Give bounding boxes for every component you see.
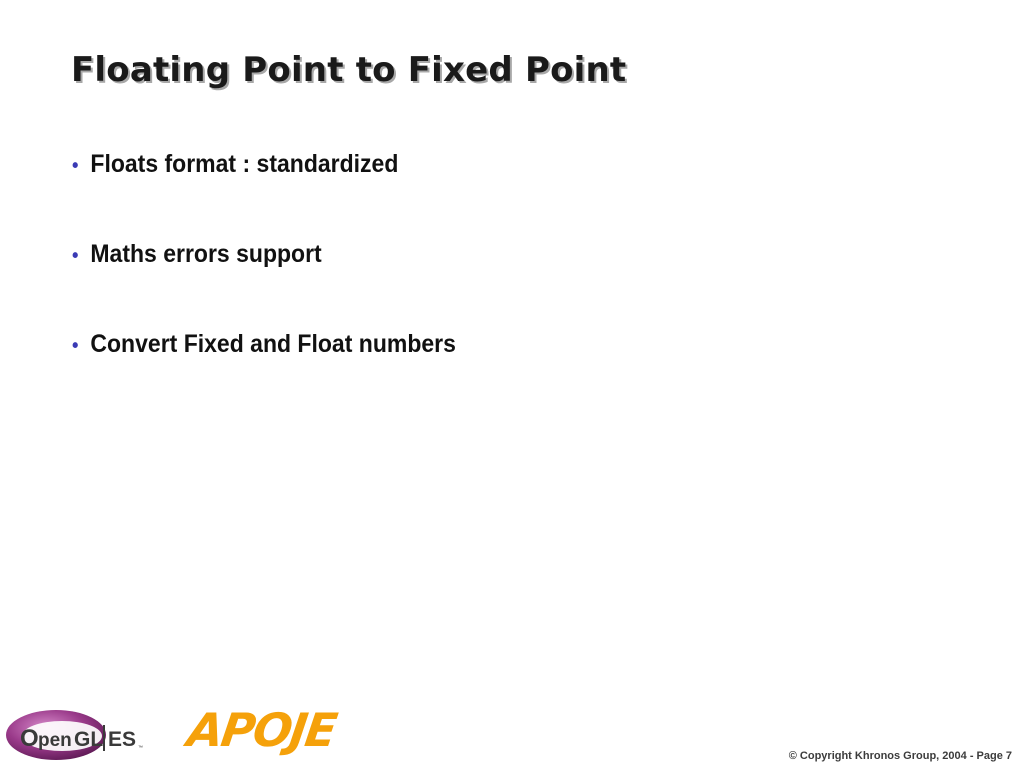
svg-text:pen: pen xyxy=(38,730,72,751)
bullet-text: Convert Fixed and Float numbers xyxy=(90,330,456,358)
svg-text:™: ™ xyxy=(138,745,143,751)
svg-text:GL: GL xyxy=(74,728,104,751)
bullet-dot-icon: • xyxy=(72,245,79,267)
bullet-list xyxy=(72,150,489,420)
bullet-text: Maths errors support xyxy=(90,240,322,268)
opengl-es-logo xyxy=(4,705,172,763)
svg-text:O: O xyxy=(20,725,39,752)
bullet-text: Floats format : standardized xyxy=(90,150,399,178)
bullet-dot-icon: • xyxy=(72,155,79,177)
bullet-dot-icon: • xyxy=(72,335,79,357)
copyright-footer: © Copyright Khronos Group, 2004 - Page 7 xyxy=(788,750,1012,762)
slide-title: Floating Point to Fixed Point xyxy=(71,50,627,90)
bullet-item xyxy=(72,240,456,330)
bullet-item xyxy=(72,330,456,420)
apoje-logo: APOJE xyxy=(184,703,339,757)
bullet-item xyxy=(72,150,456,240)
svg-text:ES: ES xyxy=(108,728,137,751)
